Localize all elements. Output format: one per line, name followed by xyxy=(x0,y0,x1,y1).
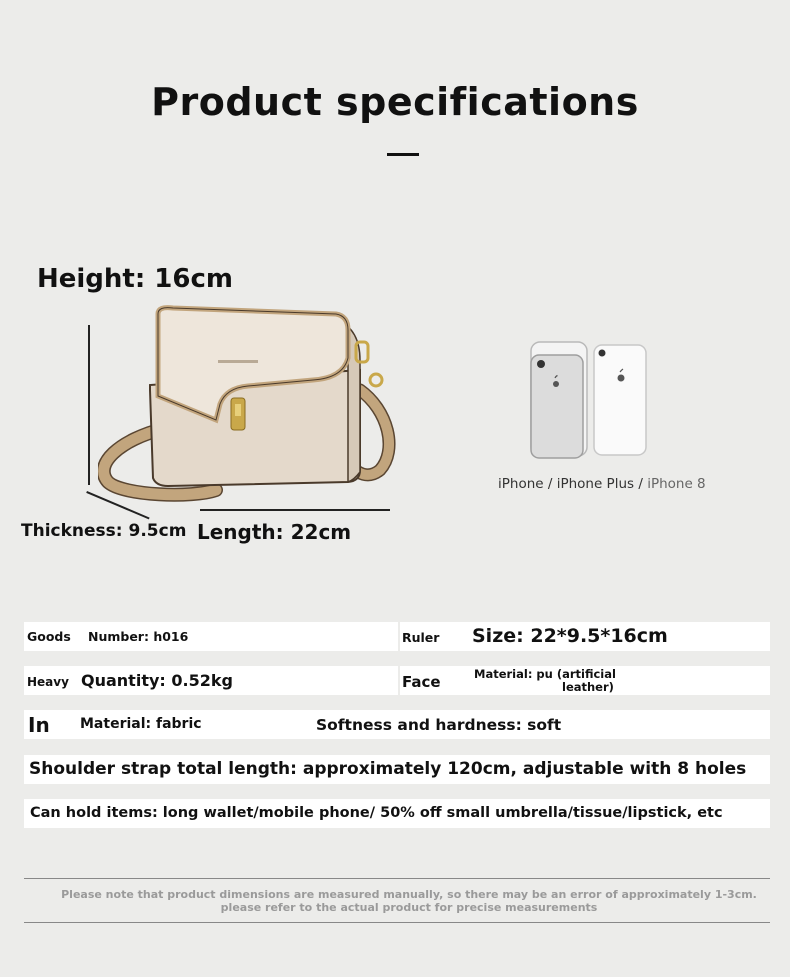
spec-in-label: In xyxy=(28,713,50,737)
phones-caption-iphone8: iPhone 8 xyxy=(647,476,706,492)
thickness-label: Thickness: 9.5cm xyxy=(21,521,187,541)
footnote-bottom-divider xyxy=(24,922,770,923)
length-label: Length: 22cm xyxy=(197,520,352,544)
spec-ruler-label: Ruler xyxy=(402,630,440,645)
spec-goods-label: Goods xyxy=(27,629,71,644)
height-measure-line xyxy=(88,325,90,485)
footnote-top-divider xyxy=(24,878,770,879)
spec-row-goods-number xyxy=(24,622,398,651)
spec-material-fabric-value: Material: fabric xyxy=(80,716,202,732)
spec-material-pu-line2: leather) xyxy=(562,680,614,694)
phone-size-comparison-image xyxy=(527,340,652,460)
title-underline xyxy=(387,153,419,156)
spec-softness-value: Softness and hardness: soft xyxy=(316,716,562,734)
spec-row-ruler-size xyxy=(400,622,770,651)
spec-capacity-value: Can hold items: long wallet/mobile phone/ 50% off small umbrella/tissue/lipstick, etc xyxy=(30,805,723,821)
page-title: Product specifications xyxy=(151,80,639,124)
spec-row-strap xyxy=(24,755,770,784)
spec-row-face-material xyxy=(400,666,770,695)
spec-heavy-label: Heavy xyxy=(27,675,69,689)
spec-face-label: Face xyxy=(402,673,441,691)
phones-caption-models: iPhone / iPhone Plus / xyxy=(498,476,648,492)
spec-row-heavy-quantity xyxy=(24,666,398,695)
crossbody-bag-image xyxy=(98,300,408,510)
phones-caption xyxy=(498,476,706,492)
spec-material-pu-line1: Material: pu (artificial xyxy=(474,667,616,681)
spec-strap-value: Shoulder strap total length: approximately 120cm, adjustable with 8 holes xyxy=(29,759,747,779)
height-label: Height: 16cm xyxy=(37,264,233,294)
measurement-disclaimer: Please note that product dimensions are measured manually, so there may be an error of approximately 1-3cm. please refer to the actual product for precise measurements xyxy=(61,888,757,914)
spec-row-in-material-softness xyxy=(24,710,770,739)
spec-number-value: Number: h016 xyxy=(88,629,189,644)
spec-quantity-value: Quantity: 0.52kg xyxy=(81,671,233,690)
spec-size-value: Size: 22*9.5*16cm xyxy=(472,625,668,647)
spec-row-capacity xyxy=(24,799,770,828)
